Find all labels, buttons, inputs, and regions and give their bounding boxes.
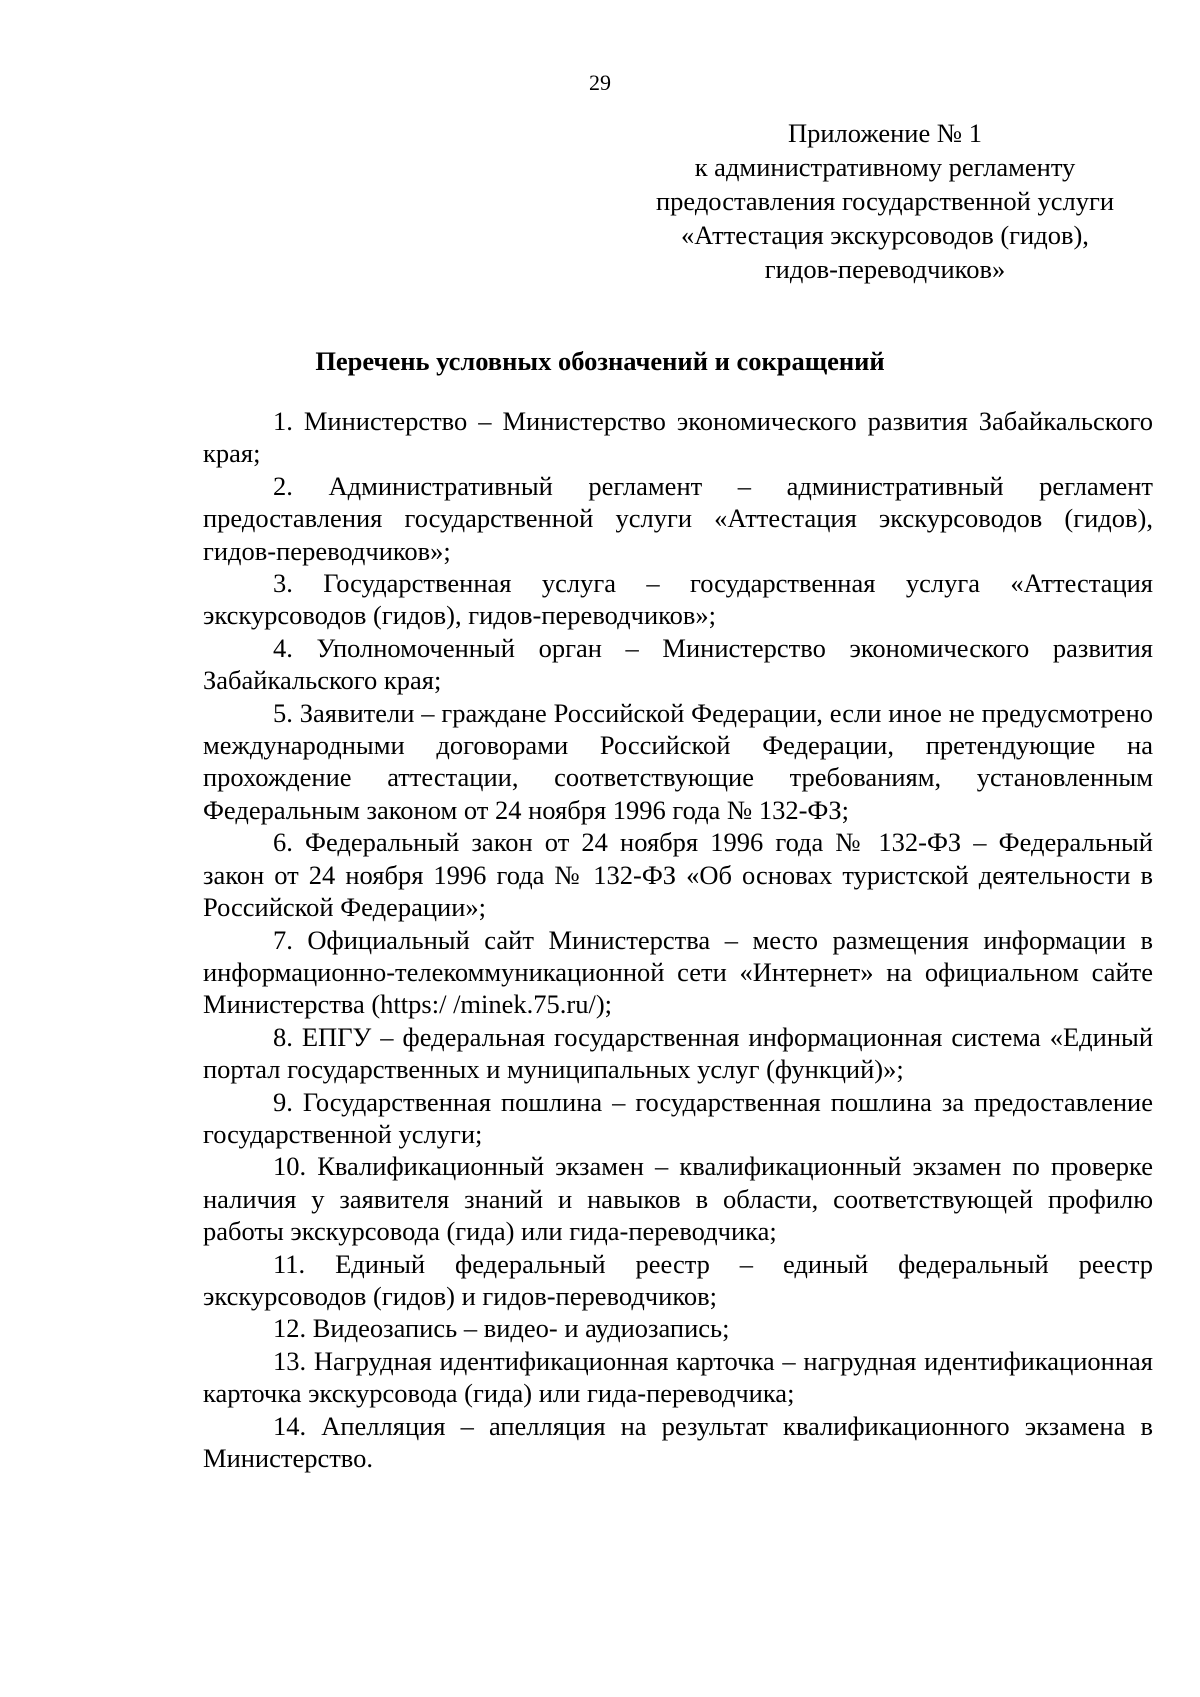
list-item: 7. Официальный сайт Министерства – место размещения информации в информационно-телекоммуникационной сети «Интернет» на официальном сайте Министерства (https:/ /minek.75.ru/); [203, 924, 1153, 1020]
list-item: 6. Федеральный закон от 24 ноября 1996 года № 132-ФЗ – Федеральный закон от 24 ноября 1996 года № 132-ФЗ «Об основах туристской деятельности в Российской Федерации»; [203, 827, 1153, 923]
appendix-line: Приложение № 1 [787, 118, 982, 148]
list-item: 8. ЕПГУ – федеральная государственная информационная система «Единый портал государственных и муниципальных услуг (функций)»; [203, 1021, 1153, 1085]
document-title: Перечень условных обозначений и сокращений [315, 346, 885, 376]
list-item: 2. Административный регламент – административный регламент предоставления государственной услуги «Аттестация экскурсоводов (гидов), гидов-переводчиков»; [203, 470, 1153, 566]
list-item: 9. Государственная пошлина – государственная пошлина за предоставление государственной услуги; [203, 1086, 1153, 1149]
list-item: 14. Апелляция – апелляция на результат квалификационного экзамена в Министерство. [203, 1410, 1153, 1473]
list-item: 10. Квалификационный экзамен – квалификационный экзамен по проверке наличия у заявителя знаний и навыков в области, соответствующей профилю работы экскурсовода (гида) или гида-переводчика; [203, 1151, 1153, 1247]
list-item: 12. Видеозапись – видео- и аудиозапись; [273, 1313, 730, 1344]
list-item: 11. Единый федеральный реестр – единый федеральный реестр экскурсоводов (гидов) и гидов-переводчиков; [203, 1248, 1153, 1311]
list-item: 1. Министерство – Министерство экономического развития Забайкальского края; [203, 406, 1153, 469]
list-item: 4. Уполномоченный орган – Министерство экономического развития Забайкальского края; [203, 632, 1153, 696]
appendix-line: гидов-переводчиков» [764, 254, 1006, 284]
appendix-line: предоставления государственной услуги [655, 186, 1115, 216]
appendix-line: к административному регламенту [694, 152, 1076, 182]
appendix-header [630, 116, 1140, 286]
list-item: 5. Заявители – граждане Российской Федерации, если иное не предусмотрено международными договорами Российской Федерации, претендующие на прохождение аттестации, соответствующие требованиям, установленным Федеральным законом от 24 ноября 1996 года № 132-ФЗ; [203, 697, 1153, 825]
list-item: 13. Нагрудная идентификационная карточка – нагрудная идентификационная карточка экскурсовода (гида) или гида-переводчика; [203, 1345, 1153, 1409]
abbreviations-list [203, 405, 1153, 1474]
appendix-line: «Аттестация экскурсоводов (гидов), [681, 220, 1089, 250]
page-number: 29 [589, 70, 611, 95]
list-item: 3. Государственная услуга – государственная услуга «Аттестация экскурсоводов (гидов), гидов-переводчиков»; [203, 568, 1153, 631]
